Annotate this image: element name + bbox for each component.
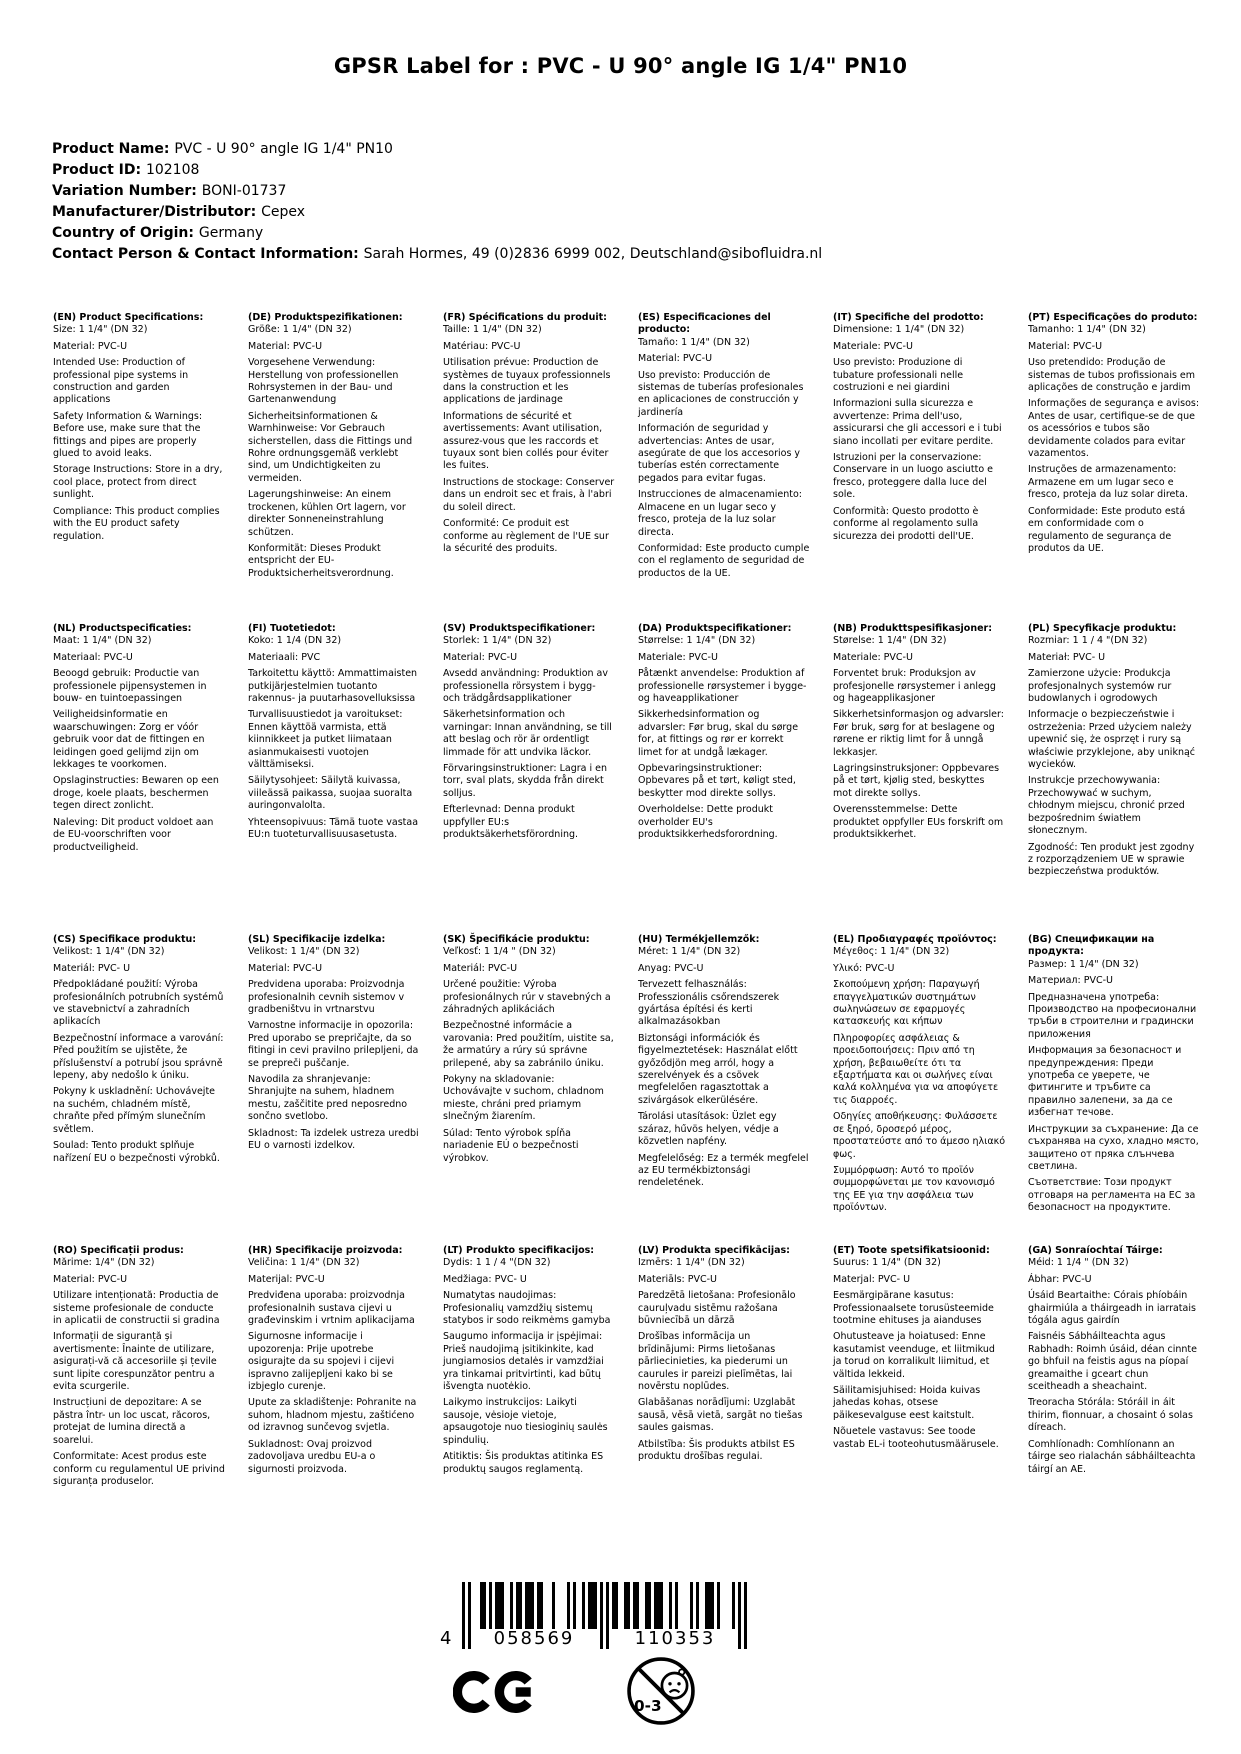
barcode-right-digits: 110353 (634, 1628, 716, 1649)
spec-paragraph: Bezpečnostné informácie a varovania: Pred použitím, uistite sa, že armatúry a rúry sú správne prilepené, aby sa zabránilo úniku. (443, 1020, 614, 1069)
spec-block-ga (1028, 1245, 1200, 1556)
spec-paragraph: Material: PVC-U (248, 962, 323, 974)
spec-paragraph: Materiál: PVC- U (53, 962, 131, 974)
spec-paragraph: Dimensione: 1 1/4" (DN 32) (833, 324, 965, 336)
spec-block-el (833, 934, 1005, 1245)
spec-paragraph: Atbilstība: Šis produkts atbilst ES produktu drošības regulai. (638, 1438, 795, 1463)
spec-paragraph: Instructions de stockage: Conserver dans un endroit sec et frais, à l'abri du soleil direct. (443, 476, 615, 513)
info-value: Germany (198, 225, 264, 241)
age-warning-0-3-icon (625, 1655, 697, 1727)
baby-hair-curl-icon (679, 1669, 684, 1674)
spec-block-hr (248, 1245, 420, 1556)
spec-paragraph: Conformité: Ce produit est conforme au règlement de l'UE sur la sécurité des produits. (443, 518, 609, 554)
spec-paragraph: Anyag: PVC-U (638, 962, 704, 974)
spec-paragraph: Lagringsinstruksjoner: Oppbevares på et tørt, kjølig sted, beskyttes mot direkte sollys. (833, 763, 1000, 799)
barcode-first-digit: 4 (440, 1628, 452, 1649)
spec-block-es (638, 312, 810, 623)
spec-paragraph: Méret: 1 1/4" (DN 32) (638, 946, 741, 958)
spec-paragraph: Turvallisuustiedot ja varoitukset: Ennen käyttöä varmista, että kiinnikkeet ja putket liimataan asianmukaisesti vuotojen välttämiseksi. (248, 709, 403, 771)
spec-paragraph: Méid: 1 1/4 " (DN 32) (1028, 1257, 1129, 1269)
spec-paragraph: Συμμόρφωση: Αυτό το προϊόν συμμορφώνεται με τον κανονισμό της ΕΕ για την ασφάλεια των προϊόντων. (833, 1164, 995, 1214)
spec-paragraph: Maat: 1 1/4" (DN 32) (53, 635, 152, 647)
spec-paragraph: Opslaginstructies: Bewaren op een droge, koele plaats, beschermen tegen direct zonlicht. (53, 775, 219, 812)
info-row (52, 160, 822, 181)
spec-paragraph: Suurus: 1 1/4" (DN 32) (833, 1257, 941, 1269)
spec-paragraph: Påtænkt anvendelse: Produktion af professionelle rørsystemer i bygge- og haveapplikationer (638, 668, 807, 705)
spec-block-header: (ES) Especificaciones del producto: (638, 312, 771, 336)
spec-block-bg (1028, 934, 1200, 1245)
spec-block-ro (53, 1245, 225, 1556)
spec-paragraph: Material: PVC-U (638, 353, 713, 365)
info-value: BONI-01737 (201, 183, 287, 199)
spec-paragraph: Saugumo informacija ir įspėjimai: Prieš naudojimą įsitikinkite, kad jungiamosios detalės ir vamzdžiai yra tinkamai pritvirtinti, kad būtų išvengta nuotėkio. (443, 1331, 604, 1393)
spec-paragraph: Material: PVC-U (1028, 340, 1103, 352)
spec-paragraph: Opbevaringsinstruktioner: Opbevares på et tørt, køligt sted, beskytter mod direkte sollys. (638, 763, 796, 799)
info-value: PVC - U 90° angle IG 1/4" PN10 (174, 141, 393, 157)
info-value: 102108 (145, 162, 200, 178)
spec-paragraph: Medžiaga: PVC- U (443, 1273, 527, 1285)
spec-paragraph: Rozmiar: 1 1 / 4 "(DN 32) (1028, 635, 1148, 647)
spec-paragraph: Predviđena uporaba: proizvodnja profesionalnih sustava cijevi u građevinskim i vrtnim aplikacijama (248, 1290, 415, 1327)
spec-paragraph: Material: PVC-U (248, 340, 323, 352)
spec-paragraph: Skladnost: Ta izdelek ustreza uredbi EU o varnosti izdelkov. (248, 1127, 419, 1152)
info-label: Variation Number: (52, 183, 202, 199)
spec-paragraph: Avsedd användning: Produktion av professionella rörsystem i bygg- och trädgårdsapplikationer (443, 668, 608, 705)
spec-paragraph: Materiał: PVC- U (1028, 651, 1106, 663)
info-value: Sarah Hormes, 49 (0)2836 6999 002, Deutschland@sibofluidra.nl (363, 246, 823, 262)
spec-block-header: (ET) Toote spetsifikatsioonid: (833, 1245, 990, 1256)
spec-paragraph: Treoracha Stórála: Stóráil in áit thirim, fionnuar, a chosaint ó solas díreach. (1028, 1397, 1193, 1434)
spec-paragraph: Material: PVC-U (53, 1273, 128, 1285)
spec-paragraph: Sicherheitsinformationen & Warnhinweise: Vor Gebrauch sicherstellen, dass die Fittings und Rohre ordnungsgemäß verklebt sind, um Undichtigkeiten zu vermeiden. (248, 410, 413, 484)
spec-paragraph: Mărime: 1/4" (DN 32) (53, 1257, 155, 1269)
spec-paragraph: Ohutusteave ja hoiatused: Enne kasutamist veenduge, et liitmikud ja torud on korralikult liimitud, et vältida lekkeid. (833, 1331, 995, 1380)
spec-paragraph: Predvidena uporaba: Proizvodnja profesionalnih cevnih sistemov v gradbeništvu in vrtnarstvu (248, 979, 405, 1016)
spec-paragraph: Forventet bruk: Produksjon av profesjonelle rørsystemer i anlegg og hageapplikasjoner (833, 668, 996, 705)
spec-block-header: (RO) Specificații produs: (53, 1245, 184, 1256)
spec-paragraph: Nõuetele vastavus: See toode vastab EL-i tooteohutusmäärusele. (833, 1426, 999, 1450)
spec-paragraph: Úsáid Beartaithe: Córais phíobáin ghairmiúla a tháirgeadh in iarratais tógála agus gairdín (1028, 1290, 1196, 1327)
spec-paragraph: Eesmärgipärane kasutus: Professionaalsete torusüsteemide tootmine ehituses ja aianduses (833, 1290, 994, 1327)
spec-paragraph: Istruzioni per la conservazione: Conservare in un luogo asciutto e fresco, proteggere dalla luce del sole. (833, 452, 994, 501)
spec-block-header: (NB) Produkttspesifikasjoner: (833, 623, 993, 634)
spec-paragraph: Naleving: Dit product voldoet aan de EU-voorschriften voor productveiligheid. (53, 816, 214, 853)
spec-block-header: (HR) Specifikacije proizvoda: (248, 1245, 403, 1256)
spec-paragraph: Materiál: PVC-U (443, 962, 518, 974)
spec-paragraph: Tarkoitettu käyttö: Ammattimaisten putkijärjestelmien tuotanto rakennus- ja puutarhasovelluksissa (248, 668, 418, 705)
spec-block-de (248, 312, 420, 623)
spec-paragraph: Informazioni sulla sicurezza e avvertenze: Prima dell'uso, assicurarsi che gli accessori e i tubi siano incollati per evitare perdite. (833, 398, 1002, 447)
spec-paragraph: Størelse: 1 1/4" (DN 32) (833, 635, 947, 647)
spec-paragraph: Material: PVC-U (443, 651, 518, 663)
spec-paragraph: Størrelse: 1 1/4" (DN 32) (638, 635, 756, 647)
info-value: Cepex (261, 204, 305, 220)
spec-paragraph: Atitiktis: Šis produktas atitinka ES produktų saugos reglamentą. (443, 1451, 604, 1475)
spec-paragraph: Dydis: 1 1 / 4 "(DN 32) (443, 1257, 551, 1269)
info-row (52, 244, 822, 265)
spec-paragraph: Uso previsto: Produzione di tubature professionali nelle costruzioni e nei giardini (833, 357, 964, 394)
spec-paragraph: Säkerhetsinformation och varningar: Innan användning, se till att beslag och rör är ordentligt limmade för att undvika läckor. (443, 709, 612, 758)
spec-block-cs (53, 934, 225, 1245)
spec-paragraph: Tárolási utasítások: Üzlet egy száraz, hűvös helyen, védje a közvetlen napfény. (638, 1111, 779, 1148)
spec-paragraph: Förvaringsinstruktioner: Lagra i en torr, sval plats, skydda från direkt solljus. (443, 763, 608, 799)
spec-paragraph: Izmērs: 1 1/4" (DN 32) (638, 1257, 745, 1269)
info-label: Country of Origin: (52, 225, 199, 241)
product-info (52, 139, 822, 265)
age-warning-label: 0-3 (634, 1696, 662, 1715)
spec-paragraph: Beoogd gebruik: Productie van professionele pijpensystemen in bouw- en tuintoepassingen (53, 668, 207, 705)
spec-paragraph: Tamaño: 1 1/4" (DN 32) (638, 336, 750, 348)
spec-paragraph: Megfelelőség: Ez a termék megfelel az EU termékbiztonsági rendeletének. (638, 1152, 809, 1189)
spec-paragraph: Utilisation prévue: Production de systèmes de tuyaux professionnels dans la construction et les applications de jardinage (443, 357, 611, 406)
spec-block-lv (638, 1245, 810, 1556)
spec-block-header: (PL) Specyfikacje produktu: (1028, 623, 1177, 634)
spec-paragraph: Konformität: Dieses Produkt entspricht der EU-Produktsicherheitsverordnung. (248, 542, 394, 579)
spec-paragraph: Conformidade: Este produto está em conformidade com o regulamento de segurança de produtos da UE. (1028, 505, 1186, 554)
spec-paragraph: Zgodność: Ten produkt jest zgodny z rozporządzeniem UE w sprawie bezpieczeństwa produktów. (1028, 841, 1195, 878)
spec-paragraph: Informații de siguranță și avertismente: Înainte de utilizare, asigurați-vă că accesoriile și țevile sunt lipite corespunzător pentru a evita scurgerile. (53, 1331, 217, 1393)
spec-paragraph: Utilizare intenționată: Productia de sisteme profesionale de conducte in aplicatii de constructii si gradina (53, 1290, 220, 1327)
spec-block-da (638, 623, 810, 934)
spec-paragraph: Veľkosť: 1 1/4 " (DN 32) (443, 946, 556, 958)
spec-block-header: (DE) Produktspezifikationen: (248, 312, 403, 323)
spec-paragraph: Materijal: PVC-U (248, 1273, 325, 1285)
spec-paragraph: Съответствие: Този продукт отговаря на регламента на ЕС за безопасност на продуктите. (1028, 1177, 1196, 1214)
spec-paragraph: Инструкции за съхранение: Да се съхранява на сухо, хладно място, защитено от пряка слънчева светлина. (1028, 1123, 1199, 1172)
spec-paragraph: Faisnéis Sábháilteachta agus Rabhadh: Roimh úsáid, déan cinnte go bhfuil na feistis agus na píopaí greamaithe i gceart chun sceitheadh a sheachaint. (1028, 1331, 1197, 1393)
spec-paragraph: Velikost: 1 1/4" (DN 32) (53, 946, 165, 958)
spec-block-header: (IT) Specifiche del prodotto: (833, 312, 984, 323)
spec-paragraph: Overholdelse: Dette produkt overholder EU's produktsikkerhedsforordning. (638, 804, 778, 841)
spec-paragraph: Materiaali: PVC (248, 651, 321, 663)
spec-paragraph: Conformidad: Este producto cumple con el reglamento de seguridad de productos de la UE. (638, 542, 810, 579)
ce-mark-icon (453, 1663, 537, 1721)
spec-paragraph: Größe: 1 1/4" (DN 32) (248, 324, 352, 336)
spec-paragraph: Материал: PVC-U (1028, 975, 1113, 987)
spec-paragraph: Instrucțiuni de depozitare: A se păstra într- un loc uscat, răcoros, protejat de lumina directă a soarelui. (53, 1397, 211, 1446)
spec-block-fr (443, 312, 615, 623)
spec-paragraph: Súlad: Tento výrobok spĺňa nariadenie EÚ o bezpečnosti výrobkov. (443, 1127, 579, 1164)
spec-block-header: (BG) Спецификации на продукта: (1028, 934, 1155, 958)
spec-paragraph: Pokyny k uskladnění: Uchovávejte na suchém, chladném místě, chraňte před přímým slunečním světlem. (53, 1086, 216, 1135)
spec-block-header: (SK) Špecifikácie produktu: (443, 934, 590, 945)
spec-block-sv (443, 623, 615, 934)
spec-block-et (833, 1245, 1005, 1556)
spec-block-header: (EL) Προδιαγραφές προϊόντος: (833, 934, 997, 945)
spec-paragraph: Размер: 1 1/4" (DN 32) (1028, 958, 1139, 970)
spec-block-header: (DA) Produktspecifikationer: (638, 623, 792, 634)
spec-paragraph: Storlek: 1 1/4" (DN 32) (443, 635, 552, 647)
spec-paragraph: Materiaal: PVC-U (53, 651, 133, 663)
spec-paragraph: Conformitate: Acest produs este conform cu regulamentul UE privind siguranța produselor. (53, 1451, 225, 1487)
spec-block-it (833, 312, 1005, 623)
info-label: Product Name: (52, 141, 175, 157)
spec-paragraph: Conformità: Questo prodotto è conforme al regolamento sulla sicurezza dei prodotti dell'UE. (833, 505, 979, 542)
spec-block-sk (443, 934, 615, 1245)
spec-block-header: (EN) Product Specifications: (53, 312, 204, 323)
info-row (52, 223, 822, 244)
info-row (52, 202, 822, 223)
spec-paragraph: Velikost: 1 1/4" (DN 32) (248, 946, 360, 958)
spec-paragraph: Taille: 1 1/4" (DN 32) (443, 324, 542, 336)
spec-paragraph: Μέγεθος: 1 1/4" (DN 32) (833, 946, 950, 958)
spec-paragraph: Informacje o bezpieczeństwie i ostrzeżenia: Przed użyciem należy upewnić się, że osprzęt i rury są właściwie przyklejone, aby uniknąć wycieków. (1028, 709, 1196, 771)
spec-paragraph: Sukladnost: Ovaj proizvod zadovoljava uredbu EU-a o sigurnosti proizvoda. (248, 1438, 376, 1475)
info-row (52, 181, 822, 202)
spec-block-pt (1028, 312, 1200, 623)
spec-paragraph: Zamierzone użycie: Produkcja profesjonalnych systemów rur budowlanych i ogrodowych (1028, 668, 1172, 705)
spec-paragraph: Matériau: PVC-U (443, 340, 521, 352)
barcode-left-digits: 058569 (493, 1628, 575, 1649)
spec-paragraph: Biztonsági információk és figyelmeztetések: Használat előtt győződjön meg arról, hogy a szerelvények és a csövek megfelelően ragasztottak a szivárgások elkerülésére. (638, 1032, 798, 1106)
spec-paragraph: Sikkerhedsinformation og advarsler: Før brug, skal du sørge for, at fittings og rør er korrekt limet for at undgå lækager. (638, 709, 799, 758)
spec-paragraph: Bezpečnostní informace a varování: Před použitím se ujistěte, že příslušenství a potrubí jsou správně lepeny, aby nedošlo k úniku. (53, 1032, 224, 1082)
spec-paragraph: Soulad: Tento produkt splňuje nařízení EU o bezpečnosti výrobků. (53, 1140, 220, 1164)
spec-paragraph: Numatytas naudojimas: Profesionalių vamzdžių sistemų statybos ir sodo reikmėms gamyba (443, 1290, 611, 1327)
spec-paragraph: Información de seguridad y advertencias: Antes de usar, asegúrate de que los accesorios y tuberías estén correctamente pegados para evitar fugas. (638, 423, 801, 484)
spec-paragraph: Předpokládané použití: Výroba profesionálních potrubních systémů ve stavebnictví a zahradních aplikacích (53, 979, 224, 1028)
spec-block-hu (638, 934, 810, 1245)
spec-block-header: (SL) Specifikacije izdelka: (248, 934, 386, 945)
spec-paragraph: Compliance: This product complies with the EU product safety regulation. (53, 505, 220, 542)
spec-paragraph: Informations de sécurité et avertissements: Avant utilisation, assurez-vous que les raccords et tuyaux sont bien collés pour éviter les fuites. (443, 410, 609, 472)
spec-paragraph: Uso pretendido: Produção de sistemas de tubos profissionais em aplicações de construção e jardim (1028, 357, 1196, 394)
spec-block-header: (HU) Termékjellemzők: (638, 934, 760, 945)
spec-paragraph: Materiāls: PVC-U (638, 1273, 718, 1285)
spec-block-header: (NL) Productspecificaties: (53, 623, 192, 634)
spec-paragraph: Σκοπούμενη χρήση: Παραγωγή επαγγελματικών συστημάτων σωληνώσεων σε εφαρμογές κατασκευής και κήπων (833, 979, 980, 1028)
spec-paragraph: Safety Information & Warnings: Before use, make sure that the fittings and pipes are properly glued to avoid leaks. (53, 410, 203, 460)
spec-paragraph: Ábhar: PVC-U (1028, 1273, 1092, 1285)
spec-paragraph: Size: 1 1/4" (DN 32) (53, 324, 148, 336)
spec-paragraph: Storage Instructions: Store in a dry, cool place, protect from direct sunlight. (53, 464, 223, 501)
spec-paragraph: Laikymo instrukcijos: Laikyti sausoje, vėsioje vietoje, apsaugotoje nuo tiesioginių saulės spindulių. (443, 1397, 608, 1446)
spec-paragraph: Materiale: PVC-U (833, 340, 913, 352)
spec-block-nb (833, 623, 1005, 934)
spec-paragraph: Material: PVC-U (53, 340, 128, 352)
spec-paragraph: Koko: 1 1/4 (DN 32) (248, 635, 342, 647)
spec-block-header: (FI) Tuotetiedot: (248, 623, 336, 634)
spec-paragraph: Οδηγίες αποθήκευσης: Φυλάσσετε σε ξηρό, δροσερό μέρος, προστατεύστε από το άμεσο ηλιακό φως. (833, 1111, 1006, 1160)
spec-paragraph: Uso previsto: Producción de sistemas de tuberías profesionales en aplicaciones de construcción y jardinería (638, 369, 804, 418)
spec-block-fi (248, 623, 420, 934)
spec-block-header: (GA) Sonraíochtaí Táirge: (1028, 1245, 1163, 1256)
spec-grid (53, 312, 1200, 1556)
spec-paragraph: Upute za skladištenje: Pohranite na suhom, hladnom mjestu, zaštićeno od izravnog sunčevog svjetla. (248, 1397, 417, 1434)
info-label: Contact Person & Contact Information: (52, 246, 364, 262)
spec-paragraph: Pokyny na skladovanie: Uchovávajte v suchom, chladnom mieste, chráni pred priamym slnečným žiarením. (443, 1074, 604, 1123)
spec-paragraph: Paredzētā lietošana: Profesionālo cauruļvadu sistēmu ražošana būvniecībā un dārzā (638, 1290, 796, 1327)
info-label: Manufacturer/Distributor: (52, 204, 262, 220)
spec-block-lt (443, 1245, 615, 1556)
info-row (52, 139, 822, 160)
spec-paragraph: Instrucciones de almacenamiento: Almacene en un lugar seco y fresco, proteja de la luz solar directa. (638, 489, 802, 538)
spec-paragraph: Určené použitie: Výroba profesionálnych rúr v stavebných a záhradných aplikáciách (443, 979, 611, 1016)
info-label: Product ID: (52, 162, 146, 178)
spec-paragraph: Drošības informācija un brīdinājumi: Pirms lietošanas pārliecinieties, ka piederumi un caurules ir pareizi pielīmētas, lai novērstu noplūdes. (638, 1331, 793, 1393)
spec-paragraph: Comhlíonadh: Comhlíonann an táirge seo rialachán sábháilteachta táirgí an AE. (1028, 1438, 1196, 1475)
spec-paragraph: Vorgesehene Verwendung: Herstellung von professionellen Rohrsystemen in der Bau- und Gartenanwendung (248, 357, 399, 406)
spec-paragraph: Информация за безопасност и предупреждения: Преди употреба се уверете, че фитингите и тръбите са правилно залепени, за да се избегнат течове. (1028, 1045, 1182, 1119)
spec-block-sl (248, 934, 420, 1245)
spec-paragraph: Tervezett felhasználás: Professzionális csőrendszerek gyártása építési és kerti alkalmazásokban (638, 979, 780, 1028)
spec-block-header: (SV) Produktspecifikationer: (443, 623, 596, 634)
spec-block-header: (LV) Produkta specifikācijas: (638, 1245, 790, 1256)
spec-paragraph: Tamanho: 1 1/4" (DN 32) (1028, 324, 1146, 336)
spec-paragraph: Säilytysohjeet: Säilytä kuivassa, viileässä paikassa, suojaa suoralta auringonvalolta. (248, 775, 413, 812)
spec-block-en (53, 312, 225, 623)
spec-paragraph: Materiale: PVC-U (833, 651, 913, 663)
spec-paragraph: Instrukcje przechowywania: Przechowywać w suchym, chłodnym miejscu, chronić przed bezpośrednim światłem słonecznym. (1028, 775, 1185, 837)
spec-paragraph: Intended Use: Production of professional pipe systems in construction and garden applications (53, 357, 189, 406)
spec-paragraph: Veličina: 1 1/4" (DN 32) (248, 1257, 360, 1269)
spec-block-nl (53, 623, 225, 934)
spec-paragraph: Materjal: PVC- U (833, 1273, 911, 1285)
spec-paragraph: Navodila za shranjevanje: Shranjujte na suhem, hladnem mestu, zaščitite pred neposredno sončno svetlobo. (248, 1074, 408, 1123)
spec-paragraph: Sigurnosne informacije i upozorenja: Prije upotrebe osigurajte da su spojevi i cijevi ispravno zalijepljeni kako bi se izbjeglo curenje. (248, 1331, 395, 1393)
spec-paragraph: Υλικό: PVC-U (833, 962, 895, 974)
page-title: GPSR Label for : PVC - U 90° angle IG 1/4" PN10 (333, 54, 908, 78)
spec-block-header: (PT) Especificações do produto: (1028, 312, 1198, 323)
spec-paragraph: Instruções de armazenamento: Armazene em um lugar seco e fresco, proteja da luz solar direta. (1028, 464, 1188, 501)
spec-paragraph: Glabāšanas norādījumi: Uzglabāt sausā, vēsā vietā, sargāt no tiešas saules gaismas. (638, 1397, 803, 1434)
spec-paragraph: Informações de segurança e avisos: Antes de usar, certifique-se de que os acessórios e tubos são devidamente colados para evitar vazamentos. (1028, 398, 1200, 460)
spec-block-header: (CS) Specifikace produktu: (53, 934, 197, 945)
spec-paragraph: Materiale: PVC-U (638, 651, 718, 663)
spec-block-header: (FR) Spécifications du produit: (443, 312, 607, 323)
spec-paragraph: Πληροφορίες ασφάλειας & προειδοποιήσεις: Πριν από τη χρήση, βεβαιωθείτε ότι τα εξαρτήματα και οι σωλήνες είναι καλά κολλημένα για να αποφύγετε τις διαρροές. (833, 1032, 999, 1106)
spec-paragraph: Overensstemmelse: Dette produktet oppfyller EUs forskrift om produktsikkerhet. (833, 804, 1004, 841)
spec-paragraph: Varnostne informacije in opozorila: Pred uporabo se prepričajte, da so fitingi in cevi pravilno prilepljeni, da se prepreči puščanje. (248, 1020, 419, 1069)
spec-paragraph: Sikkerhetsinformasjon og advarsler: Før bruk, sørg for at beslagene og rørene er riktig limt for å unngå lekkasjer. (833, 709, 1004, 758)
spec-paragraph: Efterlevnad: Denna produkt uppfyller EU:s produktsäkerhetsförordning. (443, 804, 579, 841)
ean-barcode (440, 1582, 750, 1652)
spec-block-header: (LT) Produkto specifikacijos: (443, 1245, 595, 1256)
spec-paragraph: Lagerungshinweise: An einem trockenen, kühlen Ort lagern, vor direkter Sonneneinstrahlung schützen. (248, 489, 406, 538)
spec-block-pl (1028, 623, 1200, 934)
spec-paragraph: Veiligheidsinformatie en waarschuwingen: Zorg er vóór gebruik voor dat de fittingen en leidingen goed gelijmd zijn om lekkages te voorkomen. (53, 709, 205, 771)
spec-paragraph: Säilitamisjuhised: Hoida kuivas jahedas kohas, otsese päikesevalguse eest kaitstult. (833, 1385, 981, 1421)
spec-paragraph: Yhteensopivuus: Tämä tuote vastaa EU:n tuoteturvallisuusasetusta. (248, 816, 419, 841)
spec-paragraph: Предназначена употреба: Производство на професионални тръби в строителни и градински приложения (1028, 991, 1197, 1040)
